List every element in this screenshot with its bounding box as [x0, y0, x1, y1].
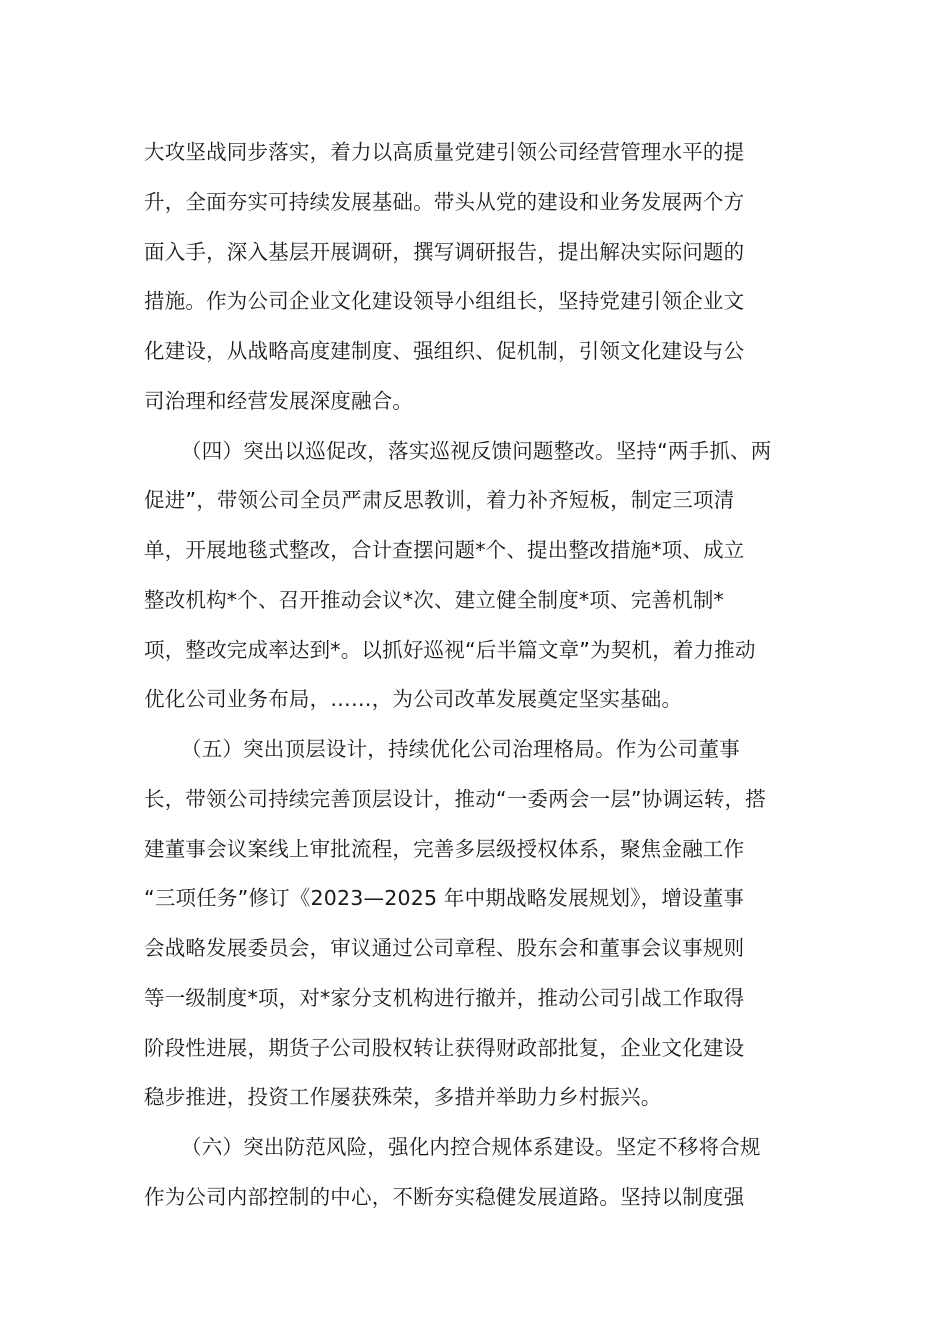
text-line: 项，整改完成率达到*。以抓好巡视“后半篇文章”为契机，着力推动 [144, 637, 756, 662]
text-line: 会战略发展委员会，审议通过公司章程、股东会和董事会议事规则 [144, 936, 745, 960]
text-line: 升，全面夯实可持续发展基础。带头从党的建设和业务发展两个方 [144, 189, 745, 214]
text-line: 措施。作为公司企业文化建设领导小组组长，坚持党建引领企业文 [144, 289, 745, 314]
text-line: 长，带领公司持续完善顶层设计，推动“一委两会一层”协调运转，搭 [144, 786, 766, 811]
paragraph-start-line: （六）突出防范风险，强化内控合规体系建设。坚定不移将合规 [181, 1135, 761, 1159]
body-text [144, 128, 808, 1223]
text-line: “三项任务”修订《2023—2025 年中期战略发展规划》，增设董事 [144, 886, 745, 911]
text-line: 单，开展地毯式整改，合计查摆问题*个、提出整改措施*项、成立 [144, 538, 745, 562]
text-line: 等一级制度*项，对*家分支机构进行撤并，推动公司引战工作取得 [144, 985, 745, 1010]
text-line: 建董事会议案线上审批流程，完善多层级授权体系，聚焦金融工作 [144, 836, 745, 861]
text-line: 大攻坚战同步落实，着力以高质量党建引领公司经营管理水平的提 [144, 140, 745, 164]
text-line: 优化公司业务布局，……，为公司改革发展奠定坚实基础。 [144, 687, 683, 712]
paragraph-start-line: （五）突出顶层设计，持续优化公司治理格局。作为公司董事 [181, 737, 740, 761]
text-line: 司治理和经营发展深度融合。 [144, 388, 414, 413]
text-line: 整改机构*个、召开推动会议*次、建立健全制度*项、完善机制* [144, 587, 724, 612]
text-line: 促进”，带领公司全员严肃反思教训，着力补齐短板，制定三项清 [144, 488, 735, 513]
text-line: 稳步推进，投资工作屡获殊荣，多措并举助力乡村振兴。 [144, 1085, 662, 1110]
text-line: 作为公司内部控制的中心，不断夯实稳健发展道路。坚持以制度强 [144, 1184, 745, 1209]
paragraph-start-line: （四）突出以巡促改，落实巡视反馈问题整改。坚持“两手抓、两 [181, 438, 772, 463]
text-line: 化建设，从战略高度建制度、强组织、促机制，引领文化建设与公 [144, 339, 745, 363]
text-line: 面入手，深入基层开展调研，撰写调研报告，提出解决实际问题的 [144, 239, 745, 264]
text-line: 阶段性进展，期货子公司股权转让获得财政部批复，企业文化建设 [144, 1035, 745, 1060]
